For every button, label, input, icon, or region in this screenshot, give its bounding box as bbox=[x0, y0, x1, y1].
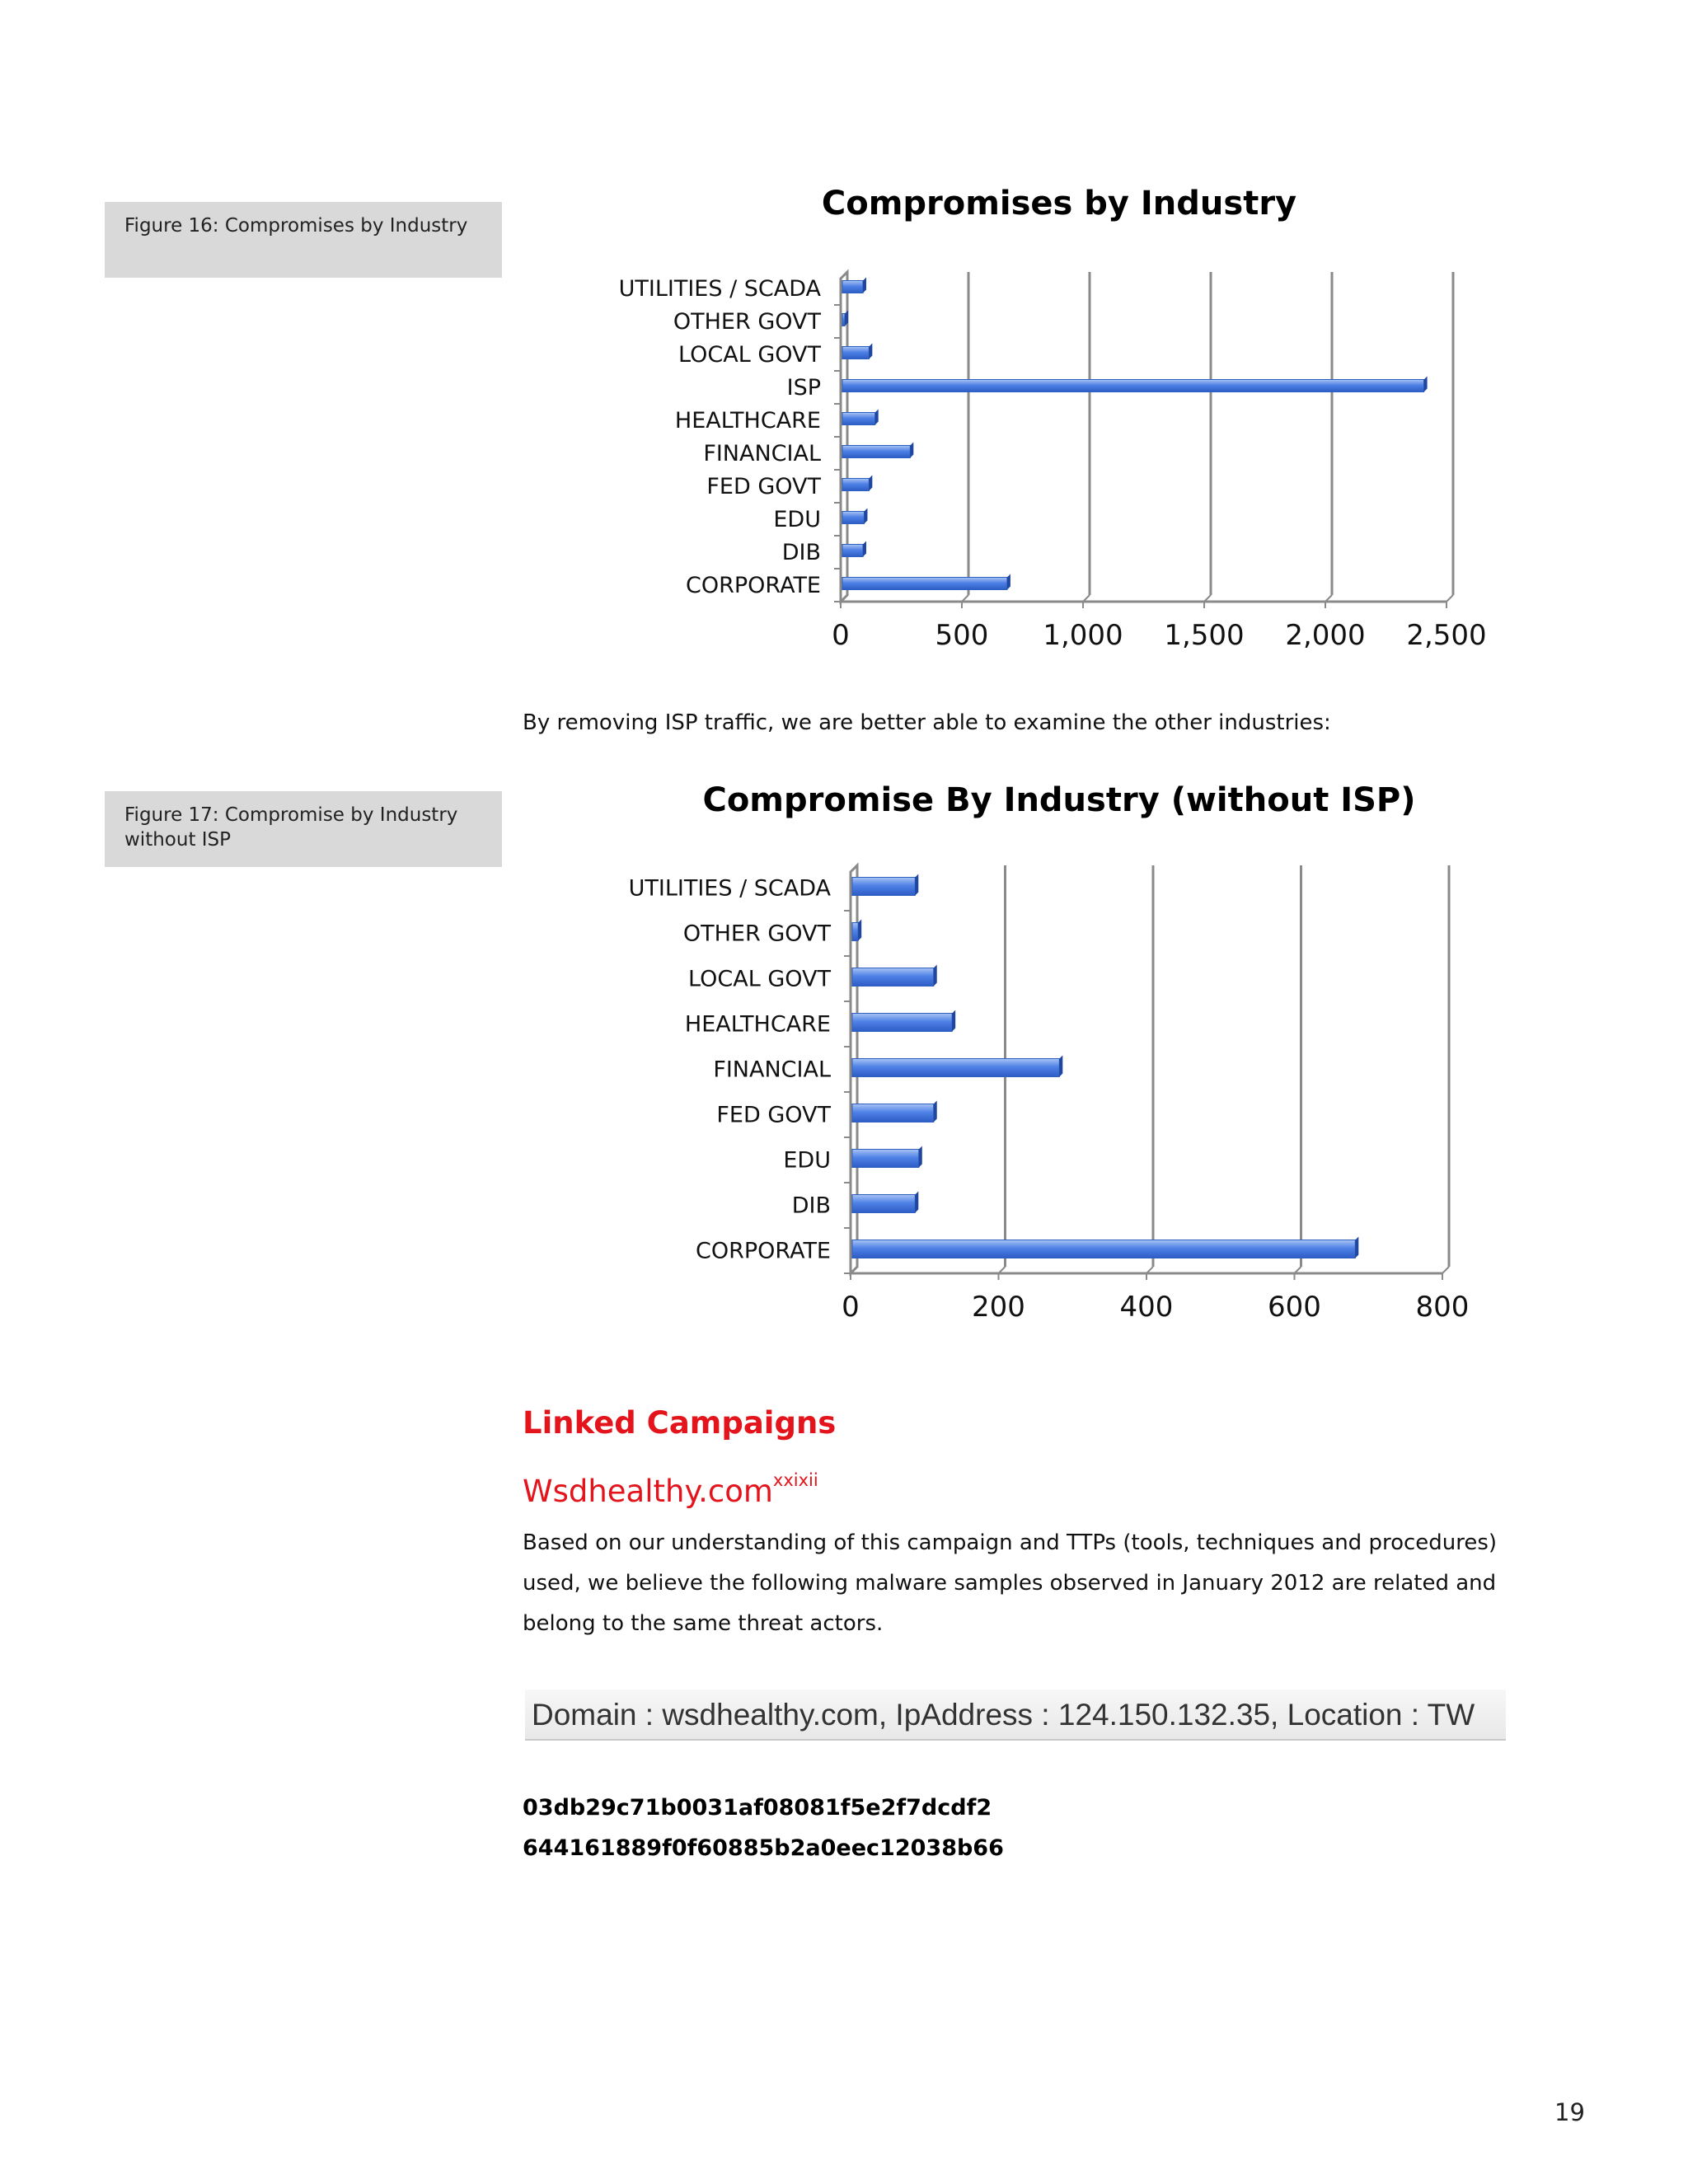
campaign-domain: Wsdhealthy.com bbox=[523, 1474, 773, 1509]
bar-end-cap bbox=[934, 1101, 937, 1122]
x-tick-label: 2,000 bbox=[1285, 619, 1366, 652]
category-label: FED GOVT bbox=[706, 474, 821, 499]
bar-end-cap bbox=[952, 1010, 955, 1032]
bar bbox=[842, 545, 863, 557]
figure-caption bbox=[105, 202, 502, 278]
x-tick-label: 0 bbox=[832, 619, 850, 652]
section-heading: Linked Campaigns bbox=[523, 1405, 837, 1441]
bar bbox=[842, 314, 845, 326]
category-label: UTILITIES / SCADA bbox=[618, 276, 821, 302]
bar bbox=[852, 878, 915, 896]
bar bbox=[852, 968, 934, 987]
bar bbox=[842, 512, 864, 524]
bar-end-cap bbox=[1059, 1056, 1062, 1077]
bar-end-cap bbox=[915, 874, 918, 896]
bar bbox=[842, 347, 869, 359]
category-label: CORPORATE bbox=[696, 1238, 831, 1264]
bar-end-cap bbox=[858, 920, 861, 941]
x-tick-label: 600 bbox=[1268, 1291, 1321, 1324]
bar bbox=[852, 923, 858, 941]
category-label: LOCAL GOVT bbox=[688, 966, 831, 992]
x-tick-label: 0 bbox=[842, 1291, 860, 1324]
campaign-paragraph bbox=[523, 1523, 1561, 1644]
bar-end-cap bbox=[869, 476, 872, 491]
bar bbox=[842, 281, 863, 293]
category-label: LOCAL GOVT bbox=[678, 342, 821, 368]
bar-end-cap bbox=[1424, 377, 1428, 392]
bar bbox=[842, 380, 1424, 392]
bar bbox=[842, 479, 869, 491]
bar-end-cap bbox=[915, 1192, 918, 1213]
category-label: EDU bbox=[783, 1147, 831, 1174]
category-label: DIB bbox=[781, 540, 821, 565]
x-tick-label: 1,000 bbox=[1043, 619, 1123, 652]
x-tick-label: 200 bbox=[972, 1291, 1025, 1324]
malware-hash: 644161889f0f60885b2a0eec12038b66 bbox=[523, 1835, 1004, 1861]
endnote-ref: xxixii bbox=[772, 1469, 818, 1490]
x-tick-label: 400 bbox=[1119, 1291, 1174, 1324]
category-label: FINANCIAL bbox=[703, 441, 821, 466]
bar-end-cap bbox=[863, 541, 866, 557]
chart-title: Compromises by Industry bbox=[821, 185, 1297, 223]
x-tick-label: 1,500 bbox=[1164, 619, 1245, 652]
figure-caption-text: Figure 16: Compromises by Industry bbox=[124, 215, 468, 237]
bar bbox=[852, 1195, 915, 1213]
category-label: ISP bbox=[786, 375, 821, 401]
bar-end-cap bbox=[869, 344, 872, 359]
gridline bbox=[1442, 1267, 1449, 1273]
bar-end-cap bbox=[919, 1146, 922, 1168]
category-label: OTHER GOVT bbox=[673, 309, 821, 335]
bar bbox=[842, 578, 1007, 590]
bar-end-cap bbox=[864, 509, 867, 524]
bar-chart bbox=[577, 849, 1525, 1343]
paragraph-line: belong to the same threat actors. bbox=[523, 1611, 884, 1636]
bar-chart bbox=[577, 255, 1525, 668]
x-tick-label: 500 bbox=[935, 619, 989, 652]
bar-end-cap bbox=[910, 443, 913, 458]
paragraph-line: used, we believe the following malware samples observed in January 2012 are related and bbox=[523, 1571, 1497, 1596]
x-tick-label: 2,500 bbox=[1406, 619, 1487, 652]
category-label: UTILITIES / SCADA bbox=[628, 875, 831, 902]
bar-end-cap bbox=[875, 410, 879, 425]
figure-caption bbox=[105, 791, 502, 867]
category-label: DIB bbox=[791, 1193, 831, 1219]
intro-paragraph: By removing ISP traffic, we are better able to examine the other industries: bbox=[523, 710, 1331, 735]
gridline bbox=[1447, 595, 1453, 602]
bar-end-cap bbox=[934, 965, 937, 987]
paragraph-line: Based on our understanding of this campaign and TTPs (tools, techniques and procedures) bbox=[523, 1530, 1498, 1555]
bar bbox=[852, 1059, 1059, 1077]
bar-end-cap bbox=[1007, 574, 1010, 590]
domain-info-strip: Domain : wsdhealthy.com, IpAddress : 124.150.132.35, Location : TW bbox=[525, 1690, 1506, 1741]
category-label: HEALTHCARE bbox=[684, 1011, 831, 1038]
malware-hash: 03db29c71b0031af08081f5e2f7dcdf2 bbox=[523, 1795, 992, 1821]
figure-caption-text: Figure 17: Compromise by Industry without ISP bbox=[124, 804, 458, 851]
bar-end-cap bbox=[1355, 1237, 1358, 1258]
category-label: CORPORATE bbox=[686, 573, 821, 598]
category-label: EDU bbox=[773, 507, 821, 532]
bar bbox=[852, 1014, 952, 1032]
bar bbox=[842, 413, 875, 425]
x-tick-label: 800 bbox=[1415, 1291, 1470, 1324]
bar bbox=[842, 446, 910, 458]
bar-end-cap bbox=[863, 278, 866, 293]
page-number: 19 bbox=[1554, 2098, 1585, 2126]
campaign-heading bbox=[523, 1469, 818, 1509]
category-label: OTHER GOVT bbox=[682, 921, 831, 947]
bar bbox=[852, 1150, 919, 1168]
category-label: FED GOVT bbox=[716, 1102, 831, 1128]
bar bbox=[852, 1240, 1355, 1258]
category-label: FINANCIAL bbox=[713, 1057, 831, 1083]
category-label: HEALTHCARE bbox=[674, 408, 821, 434]
bar bbox=[852, 1104, 934, 1122]
chart-title: Compromise By Industry (without ISP) bbox=[702, 781, 1416, 819]
